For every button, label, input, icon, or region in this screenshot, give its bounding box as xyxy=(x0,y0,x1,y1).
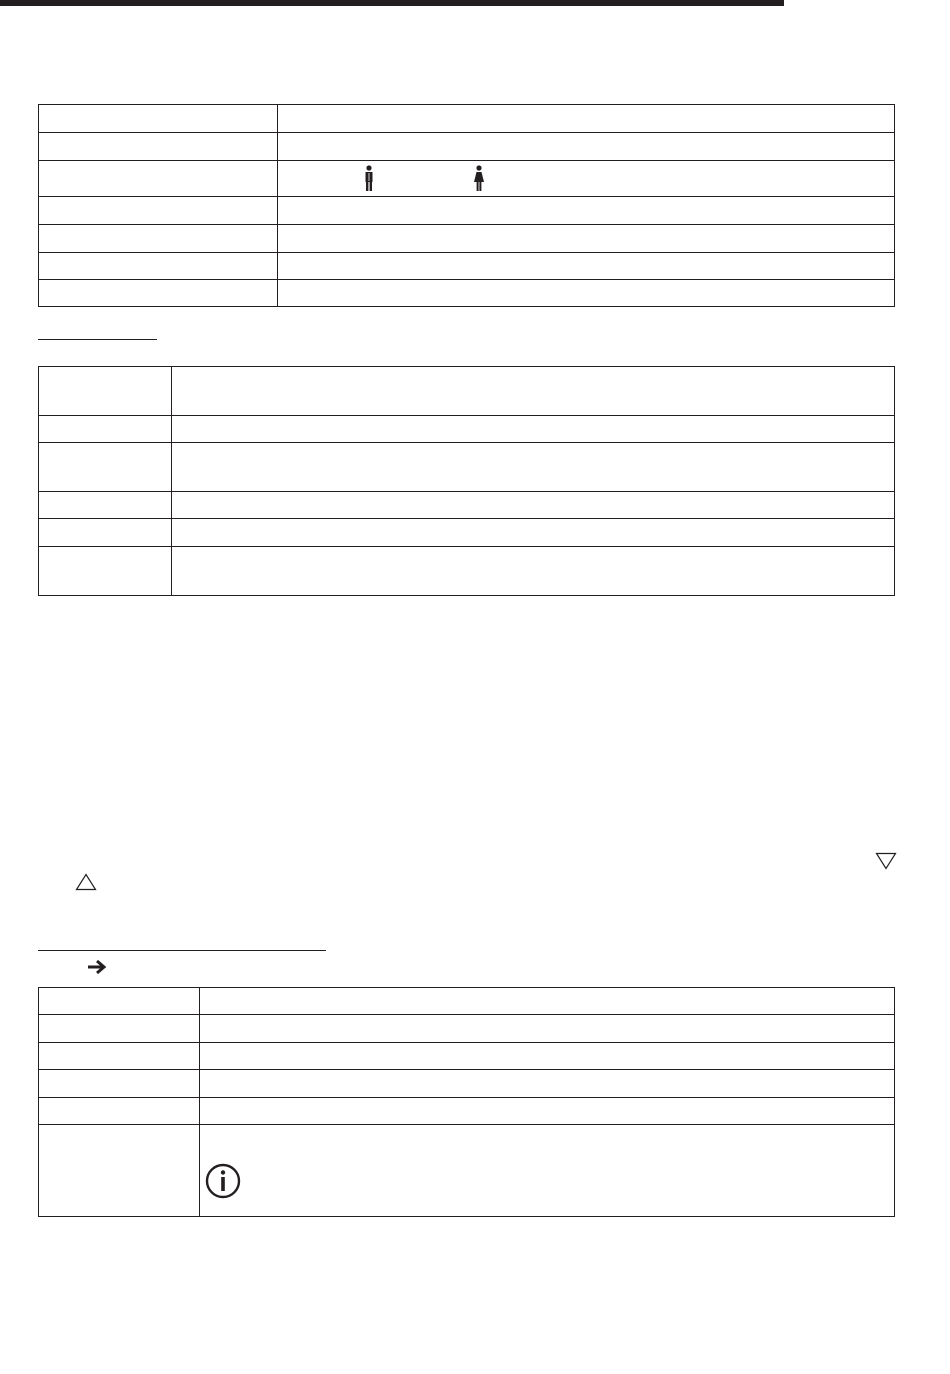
table-row xyxy=(39,416,895,443)
table-cell xyxy=(39,416,172,443)
table-cell xyxy=(39,1098,200,1125)
table-row xyxy=(39,161,895,197)
table-cell xyxy=(39,280,278,307)
table-3 xyxy=(38,987,895,1217)
table-cell xyxy=(200,1098,895,1125)
table-cell xyxy=(39,547,172,596)
table-row xyxy=(39,197,895,225)
table-cell xyxy=(172,492,895,519)
table-row xyxy=(39,988,895,1015)
table-cell xyxy=(172,443,895,492)
table-2 xyxy=(38,366,895,596)
table-cell xyxy=(278,105,895,133)
table-cell xyxy=(39,1015,200,1043)
table-cell xyxy=(172,367,895,416)
table-row xyxy=(39,225,895,253)
table-cell xyxy=(200,1015,895,1043)
table-row xyxy=(39,367,895,416)
table-cell xyxy=(39,105,278,133)
table-row xyxy=(39,1043,895,1070)
table-cell xyxy=(278,133,895,161)
male-person-icon xyxy=(364,165,374,193)
female-person-icon xyxy=(473,165,485,193)
table-cell xyxy=(278,225,895,253)
table-1 xyxy=(38,104,895,307)
table-row xyxy=(39,547,895,596)
table-cell xyxy=(39,133,278,161)
table-row xyxy=(39,519,895,547)
table-cell xyxy=(172,416,895,443)
table-cell xyxy=(39,492,172,519)
table-cell xyxy=(39,161,278,197)
table-cell xyxy=(39,225,278,253)
table-cell xyxy=(278,197,895,225)
table-cell xyxy=(39,988,200,1015)
table-cell xyxy=(200,1070,895,1098)
table-cell xyxy=(200,988,895,1015)
up-triangle-icon xyxy=(75,873,97,891)
table-cell xyxy=(278,280,895,307)
table-row xyxy=(39,1098,895,1125)
table-cell xyxy=(39,367,172,416)
right-arrow-icon xyxy=(87,959,107,975)
table-row xyxy=(39,443,895,492)
table-cell xyxy=(172,519,895,547)
table-row xyxy=(39,1125,895,1217)
section-heading-underline xyxy=(38,950,326,951)
table-row xyxy=(39,492,895,519)
table-row xyxy=(39,253,895,280)
table-cell xyxy=(39,443,172,492)
table-cell xyxy=(172,547,895,596)
table-cell xyxy=(39,1043,200,1070)
table-cell xyxy=(200,1043,895,1070)
top-rule xyxy=(0,0,784,6)
down-triangle-icon xyxy=(875,852,897,870)
table-row xyxy=(39,133,895,161)
table-cell xyxy=(39,1070,200,1098)
table-row xyxy=(39,1015,895,1043)
table-row xyxy=(39,280,895,307)
table-cell xyxy=(278,161,895,197)
info-icon xyxy=(205,1163,241,1199)
table-cell xyxy=(39,197,278,225)
table-row xyxy=(39,1070,895,1098)
table-cell xyxy=(39,519,172,547)
table-cell xyxy=(200,1125,895,1217)
table-row xyxy=(39,105,895,133)
table-cell xyxy=(278,253,895,280)
table-cell xyxy=(39,1125,200,1217)
section-heading-underline xyxy=(38,339,157,340)
table-cell xyxy=(39,253,278,280)
